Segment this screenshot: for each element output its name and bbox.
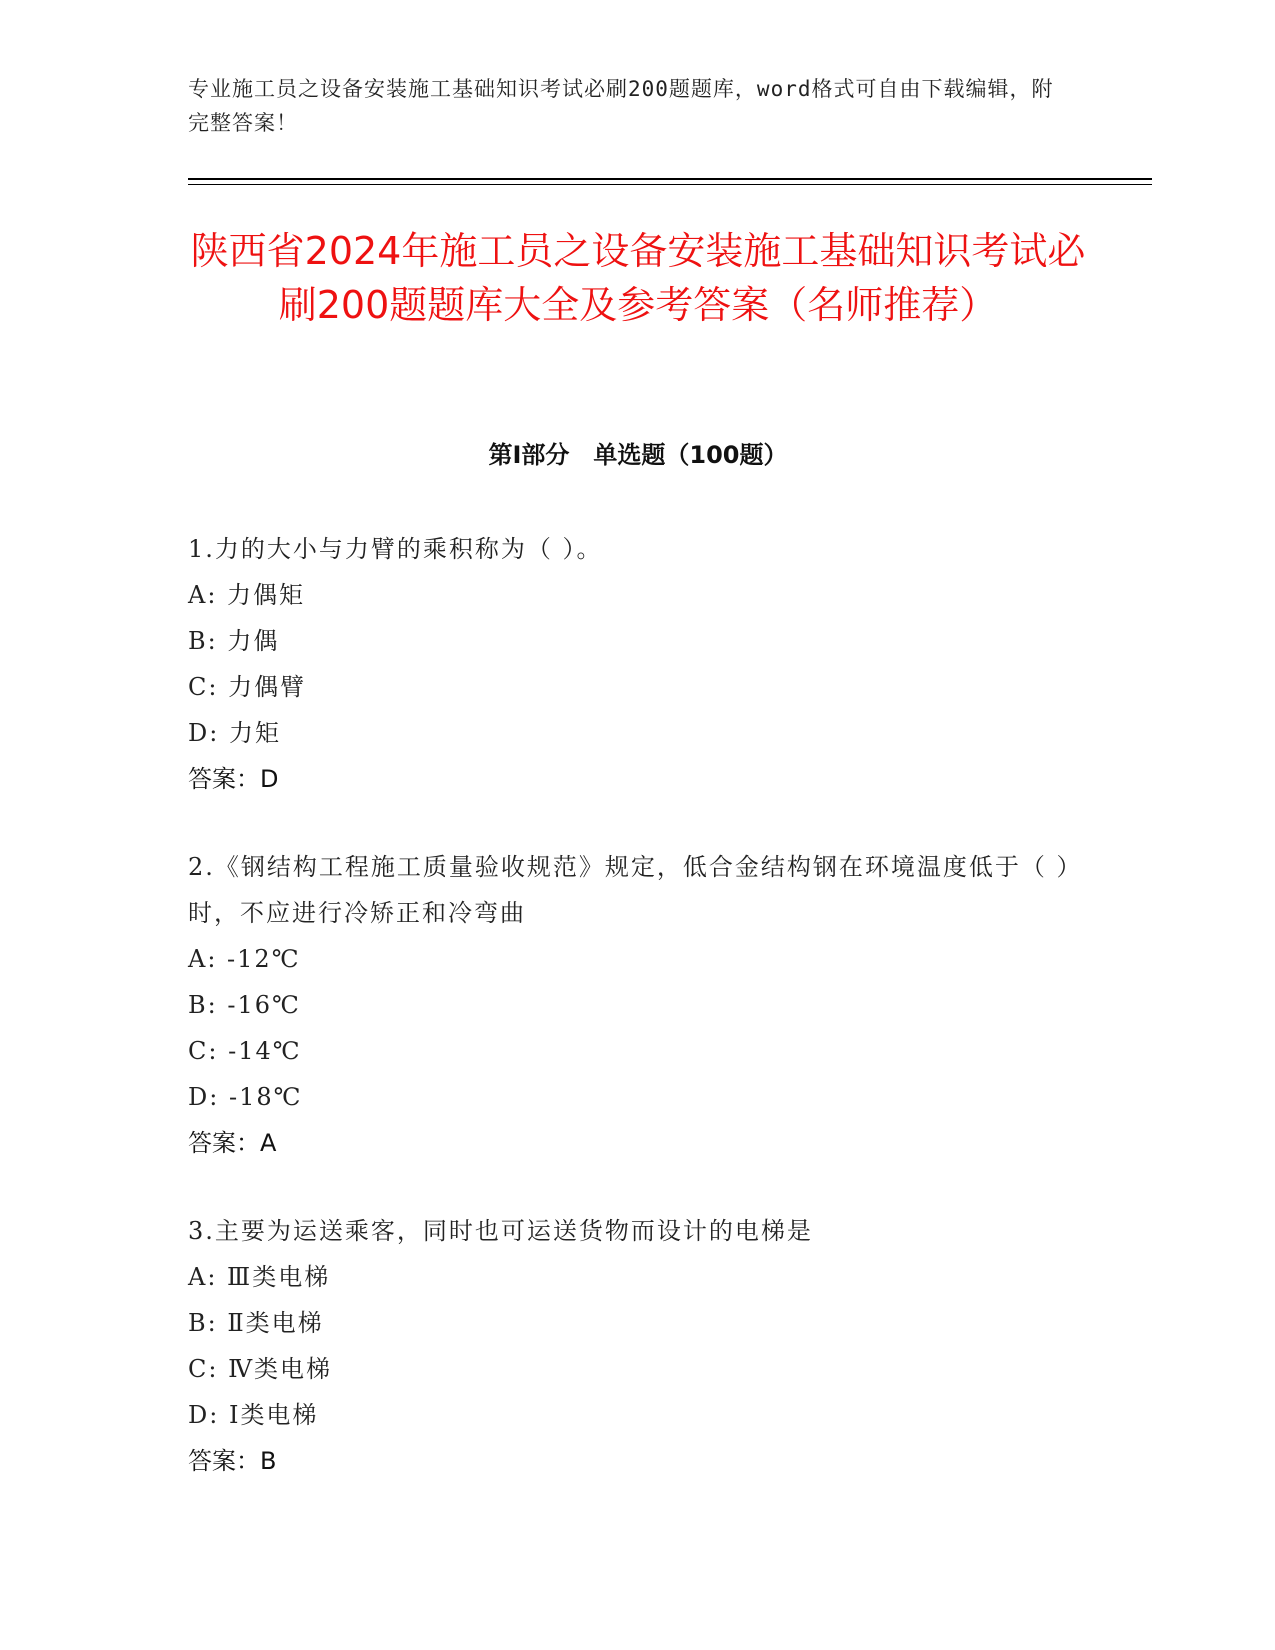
option-d: D: 力矩 <box>188 719 281 747</box>
question-list <box>188 526 1088 1526</box>
document-title: 陕西省2024年施工员之设备安装施工基础知识考试必刷200题题库大全及参考答案（名师推荐） <box>190 229 1086 327</box>
option-d: D: Ⅰ类电梯 <box>188 1401 319 1429</box>
option-c: C: 力偶臂 <box>188 673 307 701</box>
answer: 答案：D <box>188 765 279 793</box>
answer: 答案：B <box>188 1447 277 1475</box>
option-a: A: 力偶矩 <box>188 581 306 609</box>
section-title: 第I部分 单选题（100题） <box>488 441 788 469</box>
question-stem: 3.主要为运送乘客，同时也可运送货物而设计的电梯是 <box>188 1217 813 1245</box>
question-2 <box>188 844 1088 1166</box>
option-b: B: -16℃ <box>188 991 301 1019</box>
header-note: 专业施工员之设备安装施工基础知识考试必刷200题题库，word格式可自由下载编辑，附完整答案！ <box>188 77 1054 135</box>
option-a: A: -12℃ <box>188 945 301 973</box>
answer: 答案：A <box>188 1129 277 1157</box>
option-d: D: -18℃ <box>188 1083 303 1111</box>
question-stem: 1.力的大小与力臂的乘积称为（ ）。 <box>188 535 603 563</box>
question-3 <box>188 1208 1088 1484</box>
option-b: B: Ⅱ类电梯 <box>188 1309 324 1337</box>
option-b: B: 力偶 <box>188 627 280 655</box>
header-rule-thick <box>188 178 1152 180</box>
option-c: C: Ⅳ类电梯 <box>188 1355 333 1383</box>
header-rule-thin <box>188 184 1152 185</box>
option-c: C: -14℃ <box>188 1037 302 1065</box>
option-a: A: Ⅲ类电梯 <box>188 1263 331 1291</box>
question-stem: 2.《钢结构工程施工质量验收规范》规定，低合金结构钢在环境温度低于（ ）时，不应进行冷矫正和冷弯曲 <box>188 853 1083 927</box>
question-1 <box>188 526 1088 802</box>
